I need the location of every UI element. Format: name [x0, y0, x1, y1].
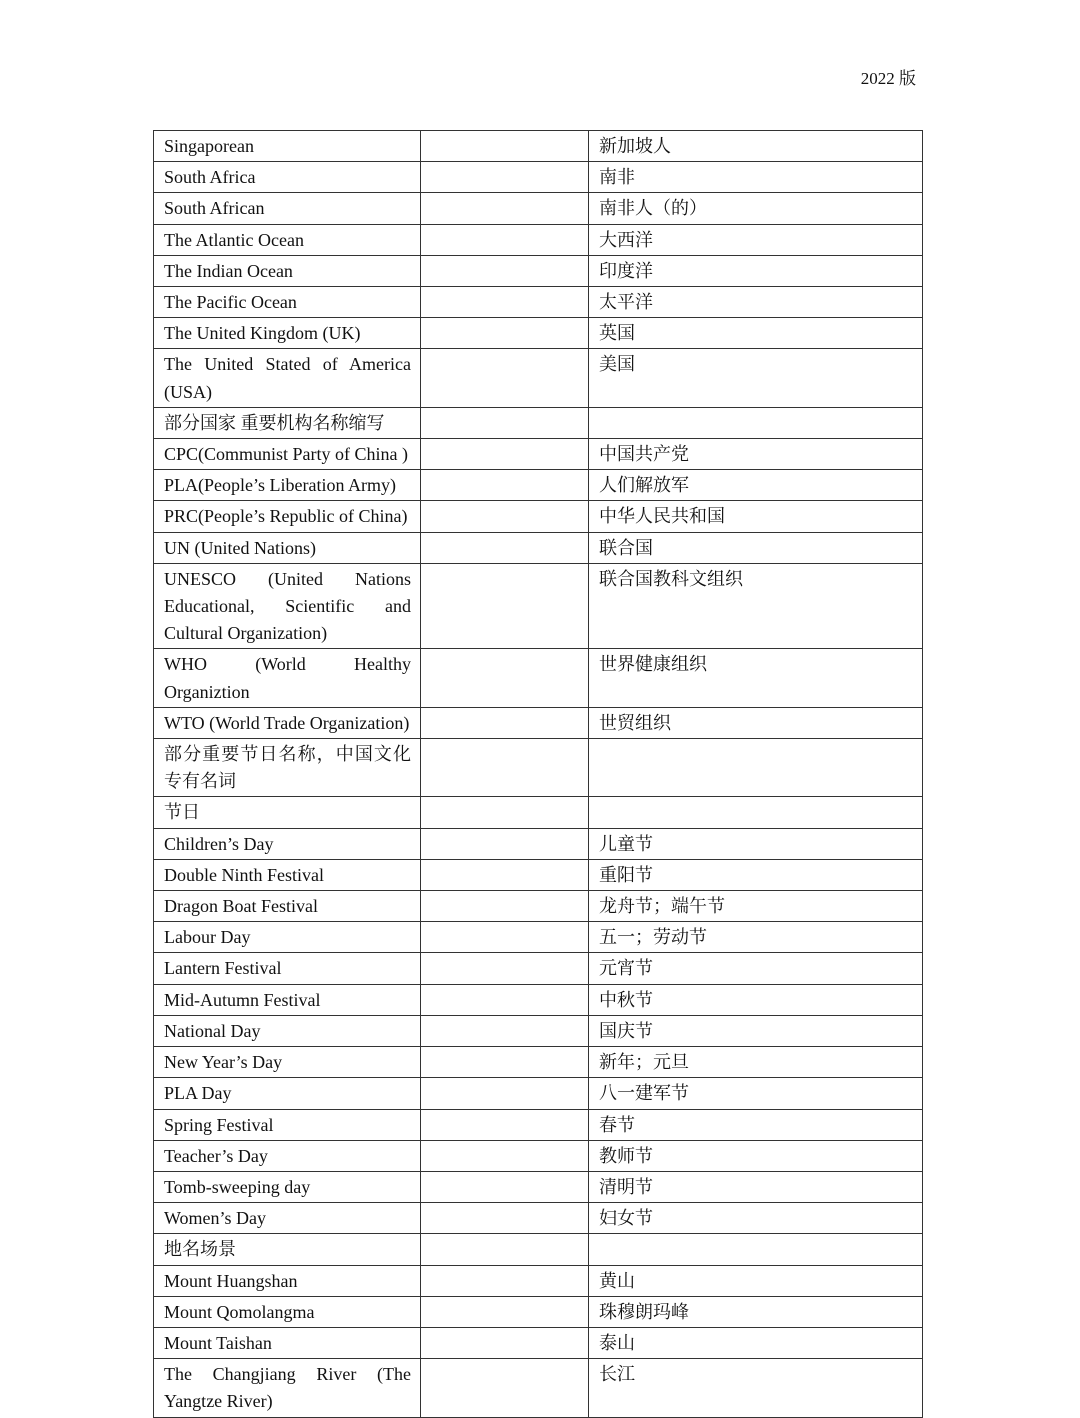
translation-cell: 儿童节 — [589, 828, 923, 859]
translation-cell: 教师节 — [589, 1140, 923, 1171]
blank-cell — [421, 162, 589, 193]
blank-cell — [421, 1327, 589, 1358]
term-cell: The Pacific Ocean — [154, 287, 421, 318]
table-row — [154, 439, 923, 470]
term-cell: Spring Festival — [154, 1109, 421, 1140]
blank-cell — [421, 532, 589, 563]
translation-cell: 八一建军节 — [589, 1078, 923, 1109]
table-row — [154, 739, 923, 797]
blank-cell — [421, 797, 589, 828]
translation-cell: 人们解放军 — [589, 470, 923, 501]
term-cell: The United Stated of America (USA) — [154, 349, 421, 407]
term-cell: Double Ninth Festival — [154, 859, 421, 890]
table-row — [154, 953, 923, 984]
table-row — [154, 501, 923, 532]
table-row — [154, 891, 923, 922]
translation-cell — [589, 739, 923, 797]
translation-cell: 大西洋 — [589, 224, 923, 255]
table-row — [154, 1047, 923, 1078]
term-cell: Mount Huangshan — [154, 1265, 421, 1296]
term-cell: The Changjiang River (The Yangtze River) — [154, 1359, 421, 1417]
table-row — [154, 1109, 923, 1140]
term-cell: WTO (World Trade Organization) — [154, 707, 421, 738]
table-row — [154, 255, 923, 286]
term-cell: The Atlantic Ocean — [154, 224, 421, 255]
table-row — [154, 649, 923, 707]
translation-cell: 五一；劳动节 — [589, 922, 923, 953]
blank-cell — [421, 1078, 589, 1109]
term-cell: New Year’s Day — [154, 1047, 421, 1078]
vocabulary-table — [153, 130, 923, 1418]
table-row — [154, 1327, 923, 1358]
table-row — [154, 1140, 923, 1171]
term-cell: The Indian Ocean — [154, 255, 421, 286]
translation-cell: 中华人民共和国 — [589, 501, 923, 532]
table-row — [154, 1203, 923, 1234]
table-row — [154, 922, 923, 953]
table-row — [154, 193, 923, 224]
translation-cell: 中秋节 — [589, 984, 923, 1015]
blank-cell — [421, 649, 589, 707]
translation-cell: 重阳节 — [589, 859, 923, 890]
table-row — [154, 162, 923, 193]
term-cell: PLA Day — [154, 1078, 421, 1109]
term-cell: PLA(People’s Liberation Army) — [154, 470, 421, 501]
blank-cell — [421, 953, 589, 984]
table-row — [154, 532, 923, 563]
translation-cell: 英国 — [589, 318, 923, 349]
blank-cell — [421, 224, 589, 255]
term-cell: Dragon Boat Festival — [154, 891, 421, 922]
term-cell: PRC(People’s Republic of China) — [154, 501, 421, 532]
blank-cell — [421, 407, 589, 438]
translation-cell: 清明节 — [589, 1171, 923, 1202]
blank-cell — [421, 1234, 589, 1265]
edition-label: 2022 版 — [860, 69, 916, 88]
table-row — [154, 1015, 923, 1046]
blank-cell — [421, 349, 589, 407]
table-row — [154, 131, 923, 162]
term-cell: 节日 — [154, 797, 421, 828]
table-row — [154, 224, 923, 255]
table-row — [154, 1234, 923, 1265]
blank-cell — [421, 287, 589, 318]
term-cell: South Africa — [154, 162, 421, 193]
table-row — [154, 318, 923, 349]
blank-cell — [421, 131, 589, 162]
blank-cell — [421, 891, 589, 922]
blank-cell — [421, 501, 589, 532]
term-cell: Lantern Festival — [154, 953, 421, 984]
term-cell: 地名场景 — [154, 1234, 421, 1265]
term-cell: Mid-Autumn Festival — [154, 984, 421, 1015]
table-row — [154, 797, 923, 828]
translation-cell: 元宵节 — [589, 953, 923, 984]
blank-cell — [421, 1171, 589, 1202]
blank-cell — [421, 318, 589, 349]
translation-cell: 长江 — [589, 1359, 923, 1417]
blank-cell — [421, 1265, 589, 1296]
translation-cell — [589, 407, 923, 438]
translation-cell: 世界健康组织 — [589, 649, 923, 707]
translation-cell: 龙舟节；端午节 — [589, 891, 923, 922]
translation-cell: 国庆节 — [589, 1015, 923, 1046]
term-cell: Mount Taishan — [154, 1327, 421, 1358]
translation-cell: 世贸组织 — [589, 707, 923, 738]
blank-cell — [421, 922, 589, 953]
blank-cell — [421, 470, 589, 501]
translation-cell: 新加坡人 — [589, 131, 923, 162]
translation-cell: 联合国 — [589, 532, 923, 563]
translation-cell: 印度洋 — [589, 255, 923, 286]
term-cell: Children’s Day — [154, 828, 421, 859]
table-row — [154, 828, 923, 859]
translation-cell: 新年；元旦 — [589, 1047, 923, 1078]
term-cell: The United Kingdom (UK) — [154, 318, 421, 349]
blank-cell — [421, 193, 589, 224]
table-row — [154, 859, 923, 890]
table-row — [154, 1078, 923, 1109]
translation-cell: 珠穆朗玛峰 — [589, 1296, 923, 1327]
term-cell: Singaporean — [154, 131, 421, 162]
table-row — [154, 563, 923, 649]
blank-cell — [421, 859, 589, 890]
blank-cell — [421, 1140, 589, 1171]
translation-cell: 黄山 — [589, 1265, 923, 1296]
table-row — [154, 1296, 923, 1327]
blank-cell — [421, 984, 589, 1015]
term-cell: UNESCO (United Nations Educational, Scientific and Cultural Organization) — [154, 563, 421, 649]
table-row — [154, 1359, 923, 1417]
blank-cell — [421, 739, 589, 797]
blank-cell — [421, 1296, 589, 1327]
translation-cell: 南非人（的） — [589, 193, 923, 224]
translation-cell: 中国共产党 — [589, 439, 923, 470]
term-cell: WHO (World Healthy Organiztion — [154, 649, 421, 707]
table-row — [154, 1265, 923, 1296]
translation-cell: 南非 — [589, 162, 923, 193]
table-row — [154, 470, 923, 501]
blank-cell — [421, 563, 589, 649]
term-cell: Teacher’s Day — [154, 1140, 421, 1171]
table-row — [154, 407, 923, 438]
term-cell: Women’s Day — [154, 1203, 421, 1234]
blank-cell — [421, 828, 589, 859]
translation-cell: 美国 — [589, 349, 923, 407]
term-cell: National Day — [154, 1015, 421, 1046]
table-row — [154, 287, 923, 318]
term-cell: 部分国家 重要机构名称缩写 — [154, 407, 421, 438]
translation-cell: 联合国教科文组织 — [589, 563, 923, 649]
term-cell: Tomb-sweeping day — [154, 1171, 421, 1202]
table-row — [154, 984, 923, 1015]
blank-cell — [421, 1109, 589, 1140]
table-row — [154, 707, 923, 738]
term-cell: CPC(Communist Party of China ) — [154, 439, 421, 470]
translation-cell — [589, 797, 923, 828]
term-cell: South African — [154, 193, 421, 224]
blank-cell — [421, 439, 589, 470]
blank-cell — [421, 1203, 589, 1234]
translation-cell — [589, 1234, 923, 1265]
term-cell: 部分重要节日名称，中国文化专有名词 — [154, 739, 421, 797]
term-cell: Mount Qomolangma — [154, 1296, 421, 1327]
blank-cell — [421, 255, 589, 286]
term-cell: Labour Day — [154, 922, 421, 953]
blank-cell — [421, 1015, 589, 1046]
translation-cell: 泰山 — [589, 1327, 923, 1358]
translation-cell: 春节 — [589, 1109, 923, 1140]
table-row — [154, 349, 923, 407]
blank-cell — [421, 1359, 589, 1417]
table-row — [154, 1171, 923, 1202]
translation-cell: 妇女节 — [589, 1203, 923, 1234]
term-cell: UN (United Nations) — [154, 532, 421, 563]
translation-cell: 太平洋 — [589, 287, 923, 318]
blank-cell — [421, 707, 589, 738]
blank-cell — [421, 1047, 589, 1078]
